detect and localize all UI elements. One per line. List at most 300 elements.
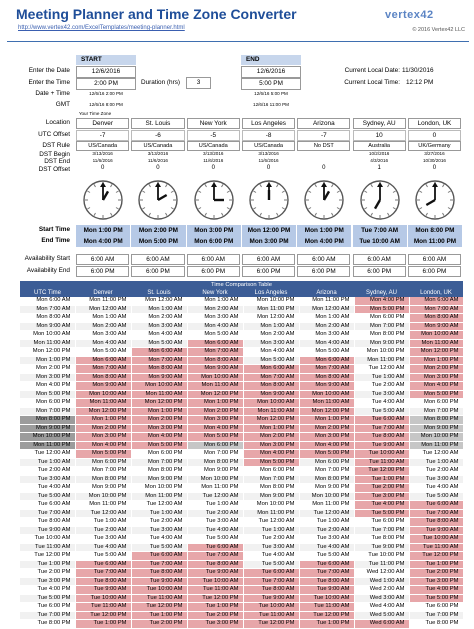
zone-time-cell: Tue 10:00 AM (75, 594, 131, 603)
zone-end-time: Tue 10:00 AM (353, 236, 408, 247)
zone-time-cell: Tue 3:00 AM (131, 526, 187, 535)
zone-time-cell: Mon 3:00 AM (75, 331, 131, 340)
zone-time-cell: Tue 7:00 AM (243, 577, 299, 586)
utc-time-cell: Tue 3:00 PM (20, 577, 75, 586)
zone-time-cell: Tue 7:00 AM (131, 560, 187, 569)
zone-time-cell: Tue 2:00 AM (354, 382, 409, 391)
zone-time-cell: Tue 1:00 PM (131, 611, 187, 620)
zone-time-cell: Tue 3:00 PM (187, 620, 243, 629)
column-header: Arizona (299, 289, 354, 297)
zone-time-cell: Tue 8:00 AM (243, 586, 299, 595)
zone-time-cell: Tue 6:00 AM (187, 543, 243, 552)
zone-time-cell: Tue 12:00 AM (243, 518, 299, 527)
clock-icon (358, 174, 402, 222)
start-heading: START (76, 55, 136, 65)
zone-time-cell: Tue 2:00 AM (409, 467, 463, 476)
zone-time-cell: Tue 11:00 AM (354, 458, 409, 467)
dst-end-value: 11/6/2016 (147, 158, 168, 163)
zone-time-cell: Tue 4:00 AM (299, 543, 354, 552)
utc-time-cell: Tue 5:00 PM (20, 594, 75, 603)
zone-time-cell: Tue 1:00 PM (409, 560, 463, 569)
zone-time-cell: Mon 12:00 PM (243, 416, 299, 425)
zone-time-cell: Mon 6:00 PM (299, 458, 354, 467)
zone-time-cell: Mon 12:00 AM (243, 314, 299, 323)
zone-time-cell: Tue 11:00 AM (131, 594, 187, 603)
utc-time-cell: Tue 1:00 PM (20, 560, 75, 569)
zone-time-cell: Tue 12:00 AM (299, 509, 354, 518)
zone-time-cell: Mon 5:00 PM (243, 458, 299, 467)
availability-end-label: Availability End (26, 267, 70, 274)
zone-time-cell: Mon 6:00 AM (299, 356, 354, 365)
clock-icon (192, 174, 236, 222)
zone-time-cell: Mon 6:00 PM (131, 450, 187, 459)
clock-icon (302, 174, 346, 222)
zone-time-cell: Mon 9:00 PM (409, 424, 463, 433)
zone-time-cell: Tue 10:00 PM (354, 552, 409, 561)
zone-time-cell: Mon 2:00 PM (243, 433, 299, 442)
zone-time-cell: Mon 11:00 PM (354, 356, 409, 365)
zone-time-cell: Tue 11:00 AM (409, 543, 463, 552)
zone-time-cell: Wed 5:00 AM (354, 611, 409, 620)
zone-time-cell: Mon 2:00 AM (75, 322, 131, 331)
dst-rule-select[interactable]: US/Canada (242, 141, 295, 151)
utc-offset-cell[interactable]: 0 (408, 130, 461, 141)
zone-time-cell: Tue 6:00 AM (409, 501, 463, 510)
zone-time-cell: Mon 8:00 AM (187, 356, 243, 365)
zone-time-cell: Tue 1:00 AM (75, 518, 131, 527)
zone-time-cell: Mon 6:00 AM (187, 339, 243, 348)
zone-time-cell: Mon 8:00 AM (409, 314, 463, 323)
zone-time-cell: Mon 11:00 AM (187, 382, 243, 391)
dst-rule-select[interactable]: Australia (353, 141, 406, 151)
zone-time-cell: Mon 8:00 PM (131, 467, 187, 476)
zone-time-cell: Wed 6:00 AM (354, 620, 409, 629)
table-row (20, 620, 463, 629)
zone-time-cell: Tue 1:00 AM (409, 458, 463, 467)
table-row (20, 356, 463, 365)
zone-time-cell: Mon 9:00 AM (75, 382, 131, 391)
dst-end-value: 10/30/2016 (422, 158, 446, 163)
zone-start-time: Mon 1:00 PM (297, 225, 352, 236)
zone-time-cell: Tue 4:00 PM (409, 586, 463, 595)
table-row (20, 594, 463, 603)
zone-time-cell: Mon 6:00 PM (243, 467, 299, 476)
end-time-output: 5:00 PM (241, 78, 301, 90)
zone-time-cell: Tue 10:00 AM (409, 535, 463, 544)
zone-start-time: Mon 2:00 PM (131, 225, 186, 236)
availability-start-input[interactable]: 6:00 AM (408, 254, 461, 265)
zone-time-cell: Tue 9:00 AM (354, 441, 409, 450)
zone-time-cell: Mon 8:00 AM (75, 373, 131, 382)
zone-time-cell: Wed 12:00 AM (354, 569, 409, 578)
utc-time-cell: Tue 12:00 AM (20, 450, 75, 459)
zone-time-cell: Mon 1:00 AM (243, 322, 299, 331)
zone-time-cell: Mon 7:00 AM (299, 365, 354, 374)
clock-icon (247, 174, 291, 222)
utc-time-cell: Tue 2:00 AM (20, 467, 75, 476)
availability-end-input[interactable]: 6:00 PM (76, 266, 129, 277)
zone-time-cell: Tue 2:00 PM (354, 484, 409, 493)
current-date-value: 11/30/2016 (402, 67, 434, 74)
copyright: © 2016 Vertex42 LLC (412, 27, 465, 33)
availability-end-input[interactable]: 6:00 PM (242, 266, 295, 277)
availability-start-input[interactable]: 6:00 AM (353, 254, 406, 265)
utc-time-cell: Mon 4:00 PM (20, 382, 75, 391)
location-input[interactable]: St. Louis (131, 118, 184, 129)
table-row (20, 467, 463, 476)
availability-start-input[interactable]: 6:00 AM (187, 254, 240, 265)
utc-offset-cell[interactable]: 10 (353, 130, 406, 141)
zone-time-cell: Mon 3:00 AM (187, 314, 243, 323)
zone-time-cell: Mon 1:00 PM (187, 399, 243, 408)
zone-time-cell: Mon 7:00 AM (75, 365, 131, 374)
zone-time-cell: Tue 2:00 AM (299, 526, 354, 535)
zone-time-cell: Mon 3:00 PM (299, 433, 354, 442)
zone-time-cell: Mon 9:00 AM (243, 390, 299, 399)
start-date-input[interactable]: 12/6/2016 (76, 66, 136, 78)
end-datetime: 12/6/16 5:00 PM (254, 91, 288, 96)
utc-time-cell: Tue 10:00 AM (20, 535, 75, 544)
zone-time-cell: Tue 5:00 AM (243, 560, 299, 569)
zone-time-cell: Tue 12:00 PM (187, 594, 243, 603)
zone-end-time: Mon 3:00 PM (242, 236, 297, 247)
zone-time-cell: Tue 6:00 AM (354, 416, 409, 425)
zone-time-cell: Mon 2:00 PM (75, 424, 131, 433)
zone-time-cell: Tue 9:00 AM (131, 577, 187, 586)
zone-time-cell: Tue 12:00 PM (299, 611, 354, 620)
zone-time-cell: Mon 2:00 PM (131, 416, 187, 425)
duration-input[interactable]: 3 (186, 77, 211, 89)
zone-end-time: Mon 5:00 PM (131, 236, 186, 247)
table-row (20, 297, 463, 305)
zone-time-cell: Tue 7:00 AM (75, 569, 131, 578)
zone-time-cell: Mon 9:00 PM (243, 492, 299, 501)
utc-time-cell: Mon 6:00 AM (20, 297, 75, 305)
clock-icon (136, 174, 180, 222)
utc-time-cell: Tue 4:00 AM (20, 484, 75, 493)
column-header: London, UK (409, 289, 463, 297)
template-link[interactable]: http://www.vertex42.com/ExcelTemplates/meeting-planner.html (18, 25, 185, 31)
location-input[interactable]: London, UK (408, 118, 461, 129)
zone-start-time: Mon 1:00 PM (76, 225, 131, 236)
utc-time-cell: Tue 6:00 AM (20, 501, 75, 510)
dst-rule-select[interactable]: US/Canada (187, 141, 240, 151)
dst-begin-value: 10/2/2016 (368, 151, 390, 156)
end-date-input[interactable]: 12/6/2016 (241, 66, 301, 78)
utc-offset-cell[interactable]: -8 (242, 130, 295, 141)
zone-time-cell: Tue 9:00 AM (299, 586, 354, 595)
dst-rule-label: DST Rule (42, 142, 70, 149)
zone-time-cell: Mon 9:00 AM (409, 322, 463, 331)
zone-time-cell: Mon 11:00 PM (299, 297, 354, 305)
utc-time-cell: Tue 7:00 AM (20, 509, 75, 518)
table-row (20, 382, 463, 391)
dst-rule-select[interactable]: No DST (297, 141, 350, 151)
zone-time-cell: Mon 6:00 PM (354, 314, 409, 323)
availability-start-input[interactable]: 6:00 AM (76, 254, 129, 265)
zone-time-cell: Tue 3:00 AM (243, 543, 299, 552)
utc-time-cell: Mon 7:00 AM (20, 305, 75, 314)
dst-begin-value: 3/13/2016 (147, 151, 169, 156)
zone-time-cell: Tue 2:00 AM (243, 535, 299, 544)
zone-time-cell: Tue 8:00 AM (187, 560, 243, 569)
zone-time-cell: Mon 6:00 PM (75, 458, 131, 467)
location-input[interactable]: Sydney, AU (353, 118, 406, 129)
zone-time-cell: Tue 7:00 PM (354, 526, 409, 535)
zone-time-cell: Tue 12:00 AM (131, 501, 187, 510)
zone-time-cell: Tue 11:00 AM (243, 611, 299, 620)
utc-time-cell: Tue 1:00 AM (20, 458, 75, 467)
dst-offset-value: 0 (432, 165, 437, 171)
zone-time-cell: Tue 7:00 AM (299, 569, 354, 578)
zone-time-cell: Mon 4:00 AM (243, 348, 299, 357)
zone-time-cell: Mon 12:00 PM (75, 407, 131, 416)
current-date-label: Current Local Date: (344, 67, 400, 74)
zone-time-cell: Mon 8:00 PM (243, 484, 299, 493)
table-row (20, 569, 463, 578)
end-heading: END (241, 55, 301, 65)
zone-time-cell: Mon 7:00 PM (187, 450, 243, 459)
utc-time-cell: Tue 6:00 PM (20, 603, 75, 612)
utc-time-cell: Tue 5:00 AM (20, 492, 75, 501)
zone-time-cell: Mon 4:00 AM (187, 322, 243, 331)
header (7, 0, 469, 42)
zone-time-cell: Mon 4:00 PM (187, 424, 243, 433)
zone-time-cell: Mon 11:00 PM (243, 509, 299, 518)
zone-time-cell: Tue 8:00 AM (354, 433, 409, 442)
zone-time-cell: Tue 6:00 AM (243, 569, 299, 578)
zone-time-cell: Tue 2:00 AM (75, 526, 131, 535)
column-header: Los Angeles (243, 289, 299, 297)
zone-time-cell: Tue 2:00 AM (131, 518, 187, 527)
zone-time-cell: Tue 5:00 AM (131, 543, 187, 552)
zone-time-cell: Mon 4:00 PM (299, 441, 354, 450)
zone-time-cell: Mon 3:00 AM (131, 322, 187, 331)
zone-time-cell: Mon 6:00 PM (187, 441, 243, 450)
zone-time-cell: Wed 1:00 AM (354, 577, 409, 586)
utc-offset-cell[interactable]: -7 (297, 130, 350, 141)
zone-time-cell: Mon 6:00 AM (409, 297, 463, 305)
table-header-row (20, 289, 463, 297)
zone-time-cell: Mon 6:00 AM (75, 356, 131, 365)
utc-time-cell: Mon 1:00 PM (20, 356, 75, 365)
zone-time-cell: Mon 3:00 PM (187, 416, 243, 425)
zone-time-cell: Mon 4:00 PM (243, 450, 299, 459)
table-row (20, 501, 463, 510)
dst-rule-select[interactable]: US/Canada (76, 141, 129, 151)
zone-time-cell: Tue 12:00 PM (243, 620, 299, 629)
location-label: Location (45, 119, 70, 126)
zone-time-cell: Mon 6:00 AM (243, 365, 299, 374)
zone-time-cell: Mon 11:00 PM (409, 441, 463, 450)
zone-time-cell: Tue 3:00 AM (75, 535, 131, 544)
zone-time-cell: Mon 11:00 AM (299, 399, 354, 408)
utc-offset-cell[interactable]: -6 (131, 130, 184, 141)
zone-time-cell: Tue 4:00 AM (131, 535, 187, 544)
dst-offset-value: 0 (266, 165, 271, 171)
zone-time-cell: Mon 10:00 AM (299, 390, 354, 399)
zone-time-cell: Mon 7:00 AM (187, 348, 243, 357)
dst-rule-select[interactable]: UK/Germany (408, 141, 461, 151)
zone-time-cell: Mon 1:00 PM (409, 356, 463, 365)
zone-time-cell: Mon 12:00 PM (299, 407, 354, 416)
duration-label: Duration (hrs) (141, 79, 181, 86)
table-row (20, 339, 463, 348)
zone-end-time: Mon 4:00 PM (297, 236, 352, 247)
zone-time-cell: Tue 12:00 PM (131, 603, 187, 612)
zone-time-cell: Tue 7:00 PM (409, 611, 463, 620)
zone-time-cell: Tue 12:00 AM (75, 509, 131, 518)
utc-time-cell: Mon 8:00 AM (20, 314, 75, 323)
start-time-input[interactable]: 2:00 PM (76, 78, 136, 90)
zone-time-cell: Tue 3:00 AM (409, 475, 463, 484)
availability-start-input[interactable]: 6:00 AM (131, 254, 184, 265)
zone-time-cell: Tue 6:00 PM (354, 518, 409, 527)
vertex42-logo: vertex42 (385, 9, 434, 21)
zone-time-cell: Mon 1:00 PM (299, 416, 354, 425)
zone-time-cell: Tue 9:00 PM (354, 543, 409, 552)
dst-begin-value: 3/13/2016 (258, 151, 279, 156)
zone-time-cell: Mon 10:00 AM (131, 382, 187, 391)
zone-time-cell: Mon 11:00 PM (131, 492, 187, 501)
zone-end-time: Mon 6:00 PM (187, 236, 242, 247)
dst-offset-value: 1 (377, 165, 381, 171)
column-header: St. Louis (131, 289, 187, 297)
zone-time-cell: Mon 11:00 AM (243, 407, 299, 416)
table-row (20, 458, 463, 467)
zone-time-cell: Mon 1:00 AM (187, 297, 243, 305)
zone-time-cell: Mon 1:00 AM (131, 305, 187, 314)
dst-end-value: 4/3/2016 (370, 158, 389, 163)
zone-end-time: Mon 11:00 PM (408, 236, 463, 247)
zone-time-cell: Tue 4:00 AM (354, 399, 409, 408)
location-input[interactable]: New York (187, 118, 240, 129)
zone-time-cell: Wed 2:00 AM (354, 586, 409, 595)
zone-time-cell: Mon 8:00 AM (243, 382, 299, 391)
zone-time-cell: Tue 2:00 PM (187, 611, 243, 620)
dst-rule-select[interactable]: US/Canada (131, 141, 184, 151)
zone-time-cell: Tue 1:00 PM (299, 620, 354, 629)
zone-time-cell: Tue 8:00 AM (131, 569, 187, 578)
availability-end-input[interactable]: 6:00 PM (297, 266, 350, 277)
dst-begin-value: 3/13/2016 (203, 151, 224, 156)
table-row (20, 543, 463, 552)
table-row (20, 407, 463, 416)
zone-time-cell: Tue 4:00 AM (187, 526, 243, 535)
zone-time-cell: Tue 9:00 AM (187, 569, 243, 578)
zone-time-cell: Mon 3:00 PM (75, 433, 131, 442)
zone-time-cell: Mon 11:00 PM (243, 305, 299, 314)
zone-time-cell: Tue 8:00 PM (409, 620, 463, 629)
availability-end-input[interactable]: 6:00 PM (131, 266, 184, 277)
location-input[interactable]: Denver (76, 118, 129, 129)
availability-end-input[interactable]: 6:00 PM (353, 266, 406, 277)
page-title: Meeting Planner and Time Zone Converter (16, 6, 297, 22)
dst-end-value: 11/6/2016 (92, 158, 113, 163)
location-input[interactable]: Arizona (297, 118, 350, 129)
zone-time-cell: Tue 9:00 AM (409, 526, 463, 535)
utc-time-cell: Tue 7:00 PM (20, 611, 75, 620)
zone-time-cell: Mon 11:00 AM (131, 390, 187, 399)
zone-time-cell: Tue 9:00 AM (243, 594, 299, 603)
zone-time-cell: Tue 7:00 AM (409, 509, 463, 518)
utc-offset-cell[interactable]: -5 (187, 130, 240, 141)
table-row (20, 416, 463, 425)
zone-start-time: Mon 12:00 PM (242, 225, 297, 236)
zone-time-cell: Mon 8:00 AM (299, 373, 354, 382)
zone-time-cell: Mon 11:00 PM (299, 501, 354, 510)
zone-time-cell: Mon 7:00 AM (243, 373, 299, 382)
zone-time-cell: Mon 1:00 PM (131, 407, 187, 416)
zone-time-cell: Mon 11:00 PM (187, 484, 243, 493)
zone-time-cell: Tue 12:00 AM (187, 492, 243, 501)
zone-time-cell: Mon 3:00 AM (243, 339, 299, 348)
table-row (20, 365, 463, 374)
zone-time-cell: Mon 10:00 PM (243, 297, 299, 305)
zone-time-cell: Mon 5:00 PM (131, 441, 187, 450)
dst-begin-value: 3/27/2016 (424, 151, 445, 156)
availability-start-input[interactable]: 6:00 AM (297, 254, 350, 265)
enter-date-label: Enter the Date (28, 67, 70, 74)
table-row (20, 475, 463, 484)
dst-begin-label: DST Begin (39, 151, 70, 158)
zone-time-cell: Tue 7:00 AM (354, 424, 409, 433)
utc-time-cell: Mon 10:00 AM (20, 331, 75, 340)
utc-time-cell: Tue 2:00 PM (20, 569, 75, 578)
zone-time-cell: Tue 10:00 AM (243, 603, 299, 612)
zone-time-cell: Mon 2:00 AM (243, 331, 299, 340)
availability-end-input[interactable]: 6:00 PM (408, 266, 461, 277)
comparison-table-caption: Time Comparison Table (20, 281, 463, 289)
zone-time-cell: Mon 9:00 AM (299, 382, 354, 391)
zone-time-cell: Mon 10:00 PM (243, 501, 299, 510)
utc-offset-label: UTC Offset (38, 131, 70, 138)
zone-time-cell: Tue 12:00 PM (354, 467, 409, 476)
zone-time-cell: Mon 3:00 PM (131, 424, 187, 433)
zone-time-cell: Mon 10:00 AM (187, 373, 243, 382)
zone-start-time: Mon 3:00 PM (187, 225, 242, 236)
current-time-label: Current Local Time: (344, 79, 400, 86)
zone-end-time: Mon 4:00 PM (76, 236, 131, 247)
zone-time-cell: Mon 6:00 PM (409, 399, 463, 408)
zone-time-cell: Mon 8:00 AM (131, 365, 187, 374)
zone-time-cell: Tue 11:00 AM (299, 603, 354, 612)
enter-time-label: Enter the Time (28, 79, 70, 86)
availability-end-input[interactable]: 6:00 PM (187, 266, 240, 277)
zone-time-cell: Tue 4:00 AM (409, 484, 463, 493)
table-row (20, 322, 463, 331)
dst-end-value: 11/6/2016 (258, 158, 279, 163)
zone-time-cell: Tue 12:00 AM (409, 450, 463, 459)
zone-time-cell: Mon 10:00 PM (75, 492, 131, 501)
zone-time-cell: Mon 7:00 PM (243, 475, 299, 484)
availability-start-input[interactable]: 6:00 AM (242, 254, 295, 265)
zone-time-cell: Mon 9:00 AM (131, 373, 187, 382)
table-row (20, 433, 463, 442)
zone-time-cell: Tue 2:00 PM (409, 569, 463, 578)
utc-time-cell: Mon 10:00 PM (20, 433, 75, 442)
zone-time-cell: Mon 2:00 AM (131, 314, 187, 323)
location-input[interactable]: Los Angeles (242, 118, 295, 129)
utc-offset-cell[interactable]: -7 (76, 130, 129, 141)
clock-icon (413, 174, 457, 222)
utc-time-cell: Mon 11:00 PM (20, 441, 75, 450)
zone-time-cell: Tue 1:00 AM (131, 509, 187, 518)
utc-time-cell: Mon 6:00 PM (20, 399, 75, 408)
utc-time-cell: Mon 2:00 PM (20, 365, 75, 374)
table-row (20, 331, 463, 340)
zone-time-cell: Mon 4:00 PM (131, 433, 187, 442)
